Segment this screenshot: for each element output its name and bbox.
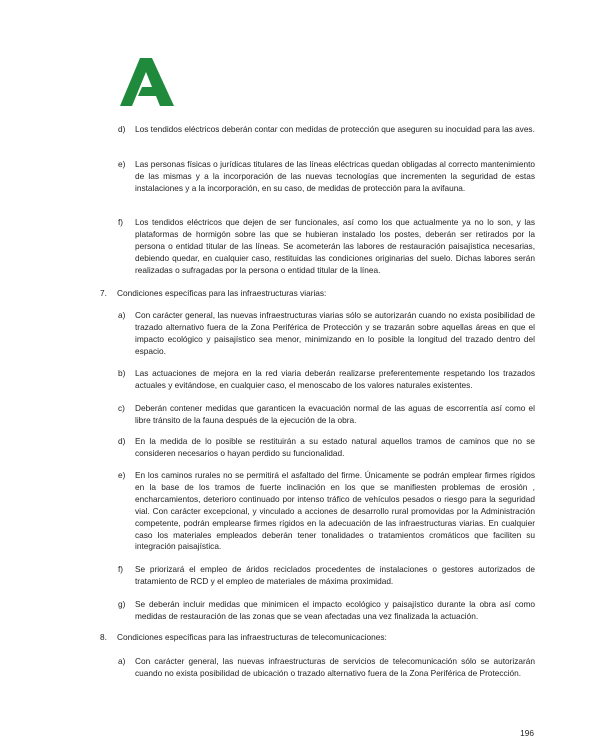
list-marker: b) <box>118 368 126 378</box>
section-8-heading <box>100 632 535 644</box>
junta-andalucia-logo-icon <box>118 56 178 108</box>
list-item-f-recycled <box>118 564 535 588</box>
list-item-text: Los tendidos eléctricos que dejen de ser funcionales, así como los que actualmente ya no lo son, y las plataformas de hormigón sobre las que se hubieran instalado los postes, deberán ser retirados por la persona o entidad titular de las líneas. Se acometerán las labores de restauración paisajística necesarias, debiendo quedar, en cualquier caso, restituidas las condiciones originarias del suelo. Dichas labores serán realizadas o sufragadas por la persona o entidad titular de la línea. <box>135 217 535 275</box>
list-item-a-telecom <box>118 656 535 680</box>
section-number: 8. <box>100 632 107 642</box>
list-item-e-rural-roads <box>118 470 535 553</box>
list-marker: f) <box>118 217 124 227</box>
list-marker: d) <box>118 436 126 446</box>
list-marker: f) <box>118 564 124 574</box>
section-title: Condiciones específicas para las infraestructuras de telecomunicaciones: <box>117 632 387 642</box>
list-marker: c) <box>118 403 125 413</box>
list-item-text: Los tendidos eléctricos deberán contar con medidas de protección que aseguren su inocuidad para las aves. <box>135 124 535 134</box>
list-item-text: En la medida de lo posible se restituirán a su estado natural aquellos tramos de caminos que no se consideren necesarios o hayan perdido su funcionalidad. <box>135 436 535 458</box>
list-item-text: Se deberán incluir medidas que minimicen el impacto ecológico y paisajístico durante la obra así como medidas de restauración de las zonas que se vean afectadas una vez finalizada la actuación. <box>135 599 535 621</box>
list-item-text: Las personas físicas o jurídicas titulares de las líneas eléctricas quedan obligadas al correcto mantenimiento de las mismas y a la incorporación de las nuevas tecnologías que incrementen la seguridad de estas instalaciones y a la incorporación, en su caso, de medidas de protección para la avifauna. <box>135 159 535 193</box>
list-item-f-decommission <box>118 217 535 277</box>
list-item-d-power-lines <box>118 124 535 136</box>
section-title: Condiciones específicas para las infraestructuras viarias: <box>117 288 327 298</box>
list-item-e-maintenance <box>118 159 535 195</box>
list-marker: d) <box>118 124 126 134</box>
list-item-text: En los caminos rurales no se permitirá el asfaltado del firme. Únicamente se podrán emplear firmes rígidos en la base de los tramos de fuerte inclinación en los que se manifiesten problemas de erosión , encharcamientos, deterioro continuado por intenso tráfico de vehículos pesados o riesgo para la seguridad vial. Con carácter excepcional, y vinculado a acciones de desarrollo rural promovidas por la Administración competente, podrán emplearse firmes rígidos en la adecuación de las infraestructuras viarias. En cualquier caso los materiales empleados deberán tener tonalidades o tratamientos cromáticos que faciliten su integración paisajística. <box>135 470 535 552</box>
list-item-text: Las actuaciones de mejora en la red viaria deberán realizarse preferentemente respetando los trazados actuales y evitándose, en cualquier caso, el menoscabo de los valores naturales existentes. <box>135 368 535 390</box>
list-item-text: Se priorizará el empleo de áridos reciclados procedentes de instalaciones o gestores autorizados de tratamiento de RCD y el empleo de materiales de máxima proximidad. <box>135 564 535 586</box>
list-marker: a) <box>118 656 126 666</box>
list-item-d-restoration <box>118 436 535 460</box>
list-marker: a) <box>118 310 126 320</box>
list-item-text: Deberán contener medidas que garanticen la evacuación normal de las aguas de escorrentía así como el libre tránsito de la fauna después de la ejecución de la obra. <box>135 403 535 425</box>
section-7-heading <box>100 288 535 300</box>
list-marker: e) <box>118 159 126 169</box>
list-item-b-improvements <box>118 368 535 392</box>
list-item-g-minimize-impact <box>118 599 535 623</box>
list-item-text: Con carácter general, las nuevas infraestructuras de servicios de telecomunicación sólo se autorizarán cuando no exista posibilidad de ubicación o trazado alternativo fuera de la Zona Periférica de Protección. <box>135 656 535 678</box>
section-number: 7. <box>100 288 107 298</box>
list-marker: e) <box>118 470 126 480</box>
list-item-a-new-roads <box>118 310 535 358</box>
list-marker: g) <box>118 599 126 609</box>
list-item-text: Con carácter general, las nuevas infraestructuras viarias sólo se autorizarán cuando no exista posibilidad de trazado alternativo fuera de la Zona Periférica de Protección y se trazarán sobre aquellas áreas en que el impacto ecológico y paisajístico sea menor, minimizando en lo posible la longitud del trazado dentro del espacio. <box>135 310 535 356</box>
list-item-c-drainage <box>118 403 535 427</box>
page-number: 196 <box>520 728 534 738</box>
